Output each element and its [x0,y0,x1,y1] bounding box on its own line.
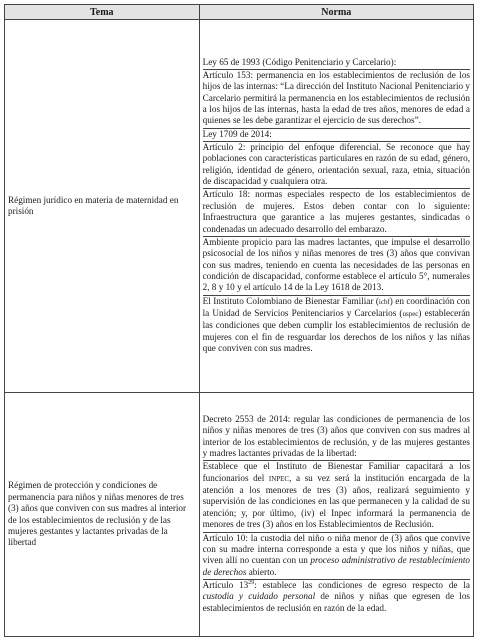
table-row [5,20,474,393]
header-row [5,5,474,20]
norma-paragraph [203,580,470,615]
acronym: uspec [402,309,419,318]
legal-table [4,4,474,637]
acronym: INPEC [268,474,290,483]
norma-paragraph [203,533,470,580]
norma-paragraph: Artículo 2: principio del enfoque diferencial. Se reconoce que hay poblaciones con características particulares en razón de su edad, género, religión, identidad de género, orientación sexual, raza, etnia, situación de discapacidad y cualquiera otra. [203,142,470,189]
text-run: Artículo 10: la custodia del niño o niña menor de (3) años que convive con su madre interna corresponde a esta y que los niños y niñas, que viven allí no cuentan con un [202,532,470,566]
text-run: , a su vez será la institución encargada de la atención a los menores de tres (3) años, realizará seguimiento y supervisión de las condiciones en las que permanecen y la calidad de su atención; y, por último, (iv) el Inpec informará la permanencia de menores de tres (3) años en los Establecimientos de Reclusión. [202,472,470,530]
acronym: icbf [378,297,390,306]
footnote-ref[interactable]: 29 [248,579,255,586]
table-row [5,393,474,637]
norma-paragraph: Ambiente propicio para las madres lactantes, que impulse el desarrollo psicosocial de los niños y niñas menores de tres (3) años que convivan con sus madres, teniendo en cuenta las necesidades de las personas en condición de discapacidad, conforme establece el artículo 5°, numerales 2, 8 y 10 y el artículo 14 de la Ley 1618 de 2013. [203,237,470,296]
header-tema: Tema [5,5,200,20]
tema-cell: Régimen jurídico en materia de maternidad en prisión [5,20,200,393]
text-run: : establece las condiciones de egreso respecto de la [254,579,470,590]
header-norma: Norma [199,5,473,20]
italic-run: proceso administrativo de restablecimiento de derechos [202,555,470,577]
norma-paragraph: Ley 65 de 1993 (Código Penitenciario y Carcelario): [203,57,470,70]
text-run: de niños y niñas que egresen de los establecimientos de reclusión en razón de la edad. [202,591,470,613]
text-run: abierto. [246,566,277,577]
norma-paragraph [203,461,470,532]
norma-cell [199,393,473,637]
tema-cell: Régimen de protección y condiciones de permanencia para niños y niñas menores de tres (3) años que conviven con sus madres al interior de los establecimientos de reclusión y de las mujeres gestantes y lactantes privadas de la libertad [5,393,200,637]
norma-paragraph: Artículo 18: normas especiales respecto de los establecimientos de reclusión de mujeres. Estos deben contar con lo siguiente: Infraestructura que garantice a las mujeres gestantes, sindicadas o condenadas un adecuado desarrollo del embarazo. [203,189,470,236]
norma-paragraph: Artículo 153: permanencia en los establecimientos de reclusión de los hijos de las internas: “La dirección del Instituto Nacional Penitenciario y Carcelario permitirá la permanencia en los establecimientos de reclusión a los hijos de las internas, hasta la edad de tres años, menores de edad a quienes se les debe garantizar el ejercicio de sus derechos”. [203,70,470,129]
text-run: El Instituto Colombiano de Bienestar Familiar ( [202,295,379,306]
text-run: Establece que el Instituto de Bienestar Familiar capacitará a los funcionarios del [202,461,470,483]
italic-run: custodia y cuidado personal [202,591,316,602]
norma-paragraph [203,296,470,356]
text-run: ) establecerán las condiciones que deben cumplir los establecimientos de reclusión de mujeres con el fin de resguardar los derechos de los niños y las niñas que conviven con sus madres. [202,307,470,353]
text-run: ) en coordinación con la Unidad de Servicios Penitenciarios y Carcelarios ( [202,295,470,318]
norma-cell [199,20,473,393]
norma-paragraph: Ley 1709 de 2014: [203,129,470,142]
norma-paragraph: Decreto 2553 de 2014: regular las condiciones de permanencia de los niños y niñas menores de tres (3) años que conviven con sus madres al interior de los establecimientos de reclusión, y de las mujeres gestantes y madres lactantes privadas de la libertad: [203,414,470,461]
text-run: Artículo 13 [202,579,249,590]
